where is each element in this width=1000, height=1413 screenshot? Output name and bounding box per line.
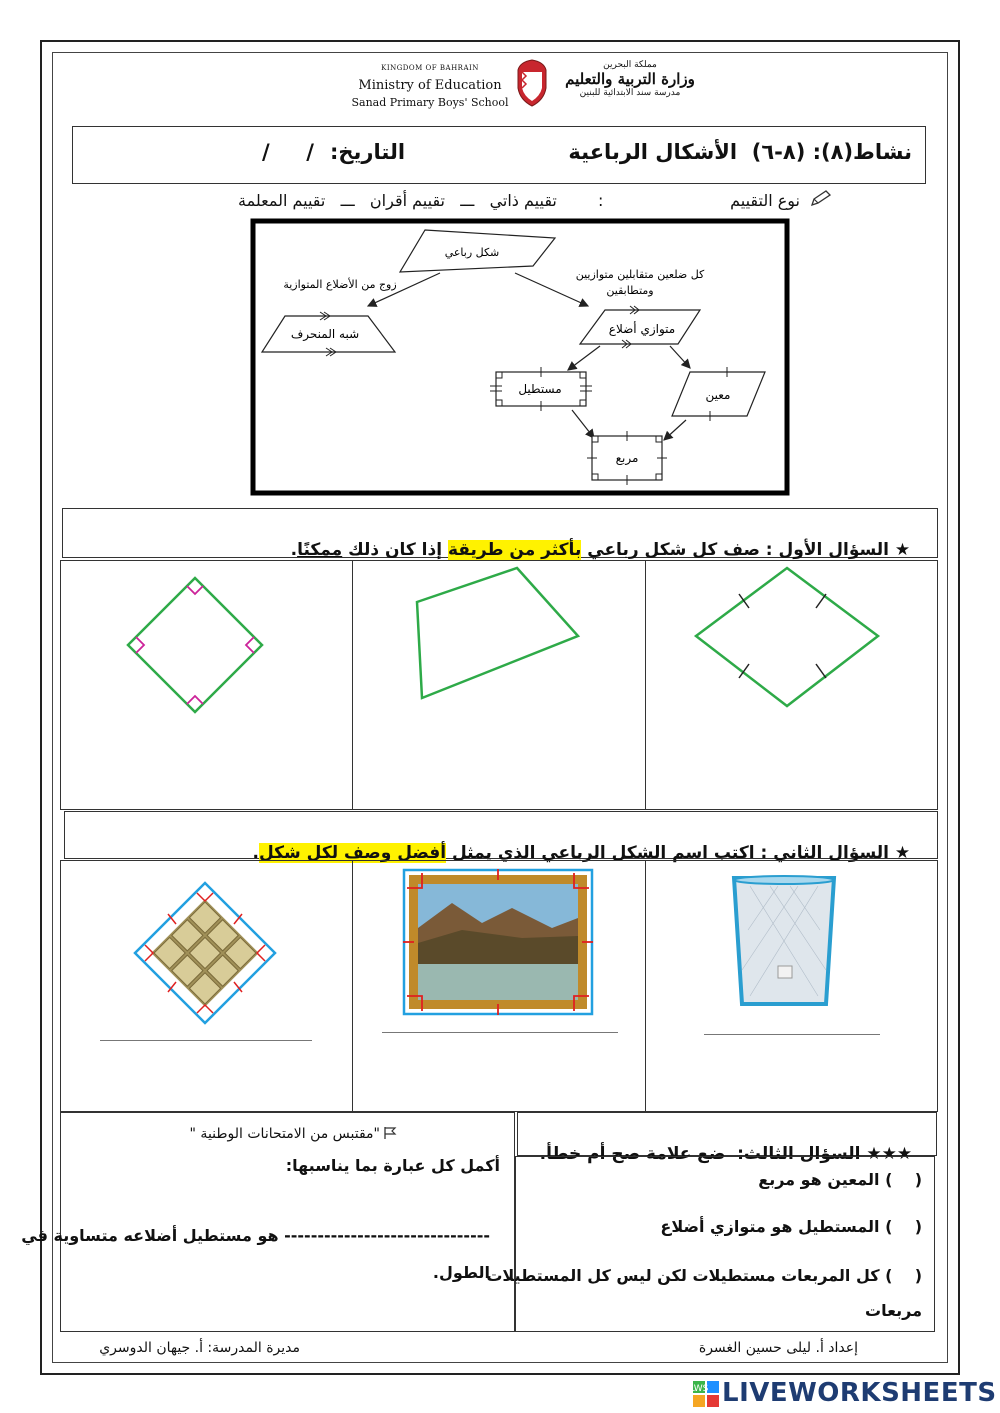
q2-answer-line-left[interactable] <box>100 1040 312 1041</box>
diagram-rhombus-label: معين <box>705 388 731 402</box>
q1-underlined: ممكنًا <box>297 540 343 560</box>
q2-answer-line-right[interactable] <box>704 1034 880 1035</box>
ministry-en: Ministry of Education <box>358 78 502 93</box>
complete-sentence-continued: الطول. <box>432 1263 490 1282</box>
three-stars-icon: ★★★ <box>860 1144 913 1164</box>
complete-box <box>60 1112 515 1332</box>
q3-item-2[interactable]: ( ) المستطيل هو متوازي أضلاع <box>660 1217 922 1236</box>
diagram-trapezoid-label: شبه المنحرف <box>290 327 360 341</box>
date-label: التاريخ: <box>330 140 406 164</box>
q3-item-3[interactable]: ( ) كل المربعات مستطيلات لكن ليس كل المستطيلات <box>486 1266 922 1285</box>
diagram-square-label: مربع <box>615 451 639 465</box>
diagram-rectangle-label: مستطيل <box>518 382 562 396</box>
q2-waste-basket-image <box>730 870 838 1012</box>
star-icon: ★ <box>888 540 911 560</box>
kingdom-ar: مملكة البحرين <box>603 60 657 70</box>
complete-source: "مقتبس من الامتحانات الوطنية " <box>189 1126 380 1142</box>
star-icon: ★ <box>888 843 911 863</box>
evaluation-label: نوع التقييم <box>730 191 800 210</box>
header-arabic <box>555 60 705 98</box>
q1-suffix: إذا كان ذلك <box>342 540 448 560</box>
school-en: Sanad Primary Boys' School <box>351 96 509 109</box>
header-english <box>330 64 530 109</box>
q1-irregular-quadrilateral-shape <box>405 560 595 710</box>
q2-highlight: أفضل وصف لكل شكل <box>258 843 447 863</box>
ministry-ar: وزارة التربية والتعليم <box>565 70 695 88</box>
q2-end: . <box>252 843 259 863</box>
q2-prefix: السؤال الثاني : اكتب اسم الشكل الرباعي الذي يمثل <box>446 843 889 863</box>
prepared-by: إعداد أ. ليلى حسين الغسرة <box>698 1340 858 1356</box>
flag-icon <box>383 1126 397 1140</box>
complete-sentence[interactable]: ------------------------------- هو مستطيل أضلاعه متساوية في <box>21 1226 490 1245</box>
q1-rhombus-shape <box>690 560 885 710</box>
liveworksheets-logo-icon <box>689 1380 720 1408</box>
svg-text:LWS: LWS <box>689 1384 709 1394</box>
q2-text <box>253 823 922 863</box>
q1-square-shape <box>120 570 270 720</box>
q3-title-text: السؤال الثالث: ضع علامة صح أم خطأ. <box>539 1144 861 1164</box>
evaluation-colon: : <box>598 191 604 210</box>
evaluation-options: تقييم ذاتي ـــ تقييم أقران ـــ تقييم المعلمة <box>238 191 557 210</box>
q2-tiled-square-image <box>130 878 280 1028</box>
liveworksheets-brand[interactable]: LIVEWORKSHEETS <box>722 1378 997 1408</box>
right-arrow-label-2: ومتطابقين <box>606 284 654 297</box>
right-arrow-label-1: كل ضلعين متقابلين متوازيين <box>575 268 705 281</box>
school-ar: مدرسة سند الابتدائية للبنين <box>579 88 681 98</box>
bahrain-emblem <box>512 58 552 108</box>
date-value: / / <box>262 140 314 164</box>
complete-instruction: أكمل كل عبارة بما يناسبها: <box>285 1156 500 1175</box>
pencil-icon <box>810 189 832 207</box>
principal: مديرة المدرسة: أ. جيهان الدوسري <box>99 1340 300 1356</box>
q1-prefix: السؤال الأول : صف كل شكل رباعي <box>581 540 889 560</box>
q1-text <box>291 520 922 560</box>
q1-end: . <box>290 540 298 560</box>
diagram-quadrilateral-label: شكل رباعي <box>444 246 500 259</box>
q3-item-3-continued: مربعات <box>865 1301 922 1320</box>
q2-answer-line-middle[interactable] <box>382 1032 618 1033</box>
kingdom-en: KINGDOM OF BAHRAIN <box>381 64 479 72</box>
q2-framed-picture-image <box>402 868 594 1016</box>
q1-highlight: بأكثر من طريقة <box>447 540 582 560</box>
activity-title: نشاط(٨): (٨-٦) الأشكال الرباعية <box>568 140 912 164</box>
left-arrow-label: زوج من الأضلاع المتوازية <box>283 278 397 291</box>
q3-item-1[interactable]: ( ) المعين هو مربع <box>758 1170 922 1189</box>
quadrilateral-diagram <box>250 218 790 496</box>
diagram-parallelogram-label: متوازي أضلاع <box>608 322 676 336</box>
